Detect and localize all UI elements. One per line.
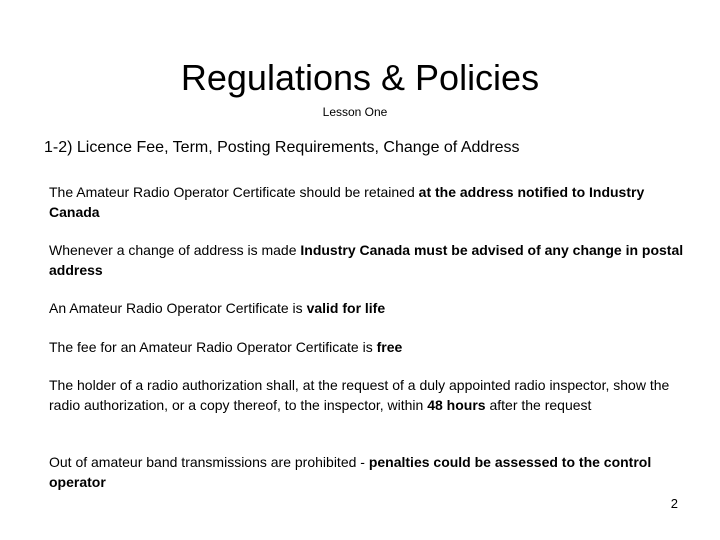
bullet-certificate-retained <box>49 183 689 222</box>
bullet-valid-for-life <box>49 299 689 319</box>
bullet-text: Whenever a change of address is made <box>49 242 301 258</box>
section-heading: 1-2) Licence Fee, Term, Posting Requirements, Change of Address <box>44 139 520 156</box>
bullet-emphasis: valid for life <box>306 300 386 316</box>
page-number: 2 <box>670 496 678 511</box>
bullet-fee <box>49 338 689 358</box>
bullet-emphasis: 48 hours <box>427 396 486 413</box>
bullet-text-tail: after the request <box>485 396 592 413</box>
bullet-text: The fee for an Amateur Radio Operator Certificate is <box>49 339 377 355</box>
bullet-text: The holder of a radio authorization shall, at the request of a duly appointed radio inspector, show the radio authorization, or a copy thereof, to the inspector, within <box>49 377 670 413</box>
bullet-text: The Amateur Radio Operator Certificate should be retained <box>49 184 419 200</box>
bullet-text: Out of amateur band transmissions are prohibited - <box>49 454 369 470</box>
bullet-out-of-band <box>49 453 689 492</box>
bullet-emphasis: Industry Canada must be advised of any change in postal address <box>49 242 684 278</box>
bullet-inspection <box>49 376 689 415</box>
slide-title: Regulations & Policies <box>180 57 540 98</box>
bullet-change-of-address <box>49 241 689 280</box>
bullet-emphasis: at the address notified to Industry Canada <box>49 184 645 220</box>
bullet-text: An Amateur Radio Operator Certificate is <box>49 300 307 316</box>
bullet-emphasis: free <box>376 339 403 355</box>
slide-subtitle: Lesson One <box>322 105 388 119</box>
bullet-emphasis: penalties could be assessed to the control operator <box>49 454 652 490</box>
